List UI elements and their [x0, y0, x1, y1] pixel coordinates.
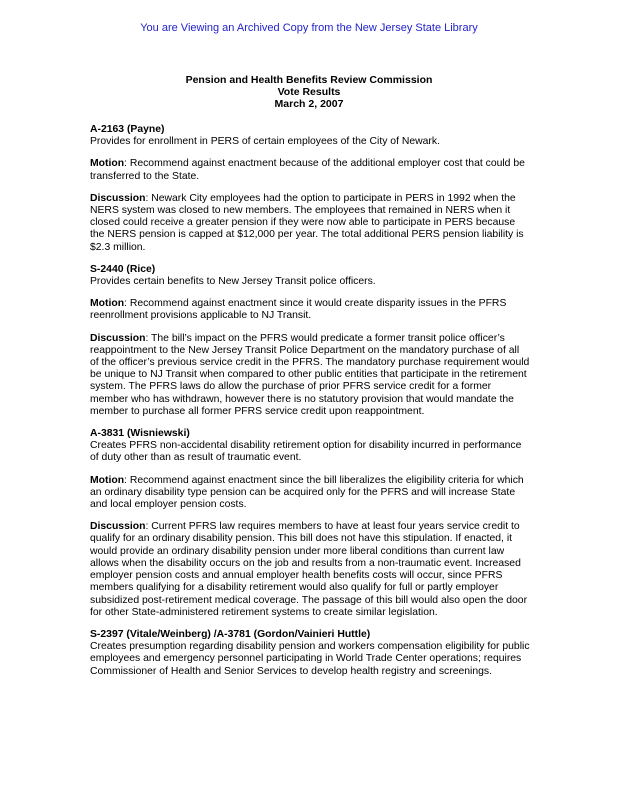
bill-summary: Creates presumption regarding disability pension and workers compensation eligibility for public employees and emergency personnel participating in World Trade Center operations; requires Commissioner of Health and Senior Services to develop health registry and screenings.	[90, 641, 530, 677]
motion-label: Motion	[90, 298, 125, 310]
bill-id: A-3831 (Wisniewski)	[90, 428, 190, 440]
discussion-text: : Current PFRS law requires members to have at least four years service credit to qualify for an ordinary disability pension. This bill does not have this stipulation. If enacted, it would provide an ordinary disability pension under more liberal conditions than current law allows when the disability occurs on the job and results from a non-traumatic event. Increased employer pension costs and annual employer health benefits costs will occur, since PFRS members qualifying for a disability retirement would also qualify for full or partly employer subsidized post-retirement medical coverage. The passage of this bill would also open the door for other State-administered retirement systems to create similar legislation.	[90, 521, 528, 618]
bill-s2440	[90, 264, 530, 288]
discussion-label: Discussion	[90, 332, 146, 344]
discussion-text: : Newark City employees had the option to participate in PERS in 1992 when the NERS system was closed to new members. The employees that remained in NERS when it closed could receive a greater pension if they were now able to participate in PERS because the NERS pension is capped at $12,000 per year. The total additional PERS pension liability is $2.3 million.	[90, 192, 524, 253]
motion-text: : Recommend against enactment since it would create disparity issues in the PFRS reenrollment provisions applicable to NJ Transit.	[90, 298, 507, 322]
bill-a2163	[90, 124, 530, 148]
bill-discussion	[90, 193, 530, 254]
bill-a3831	[90, 428, 530, 465]
motion-label: Motion	[90, 474, 125, 486]
header-title: Vote Results	[277, 86, 341, 98]
motion-label: Motion	[90, 158, 125, 170]
header-date: March 2, 2007	[274, 98, 344, 110]
bill-summary: Provides certain benefits to New Jersey Transit police officers.	[90, 276, 376, 288]
discussion-label: Discussion	[90, 521, 146, 533]
header-commission: Pension and Health Benefits Review Commission	[185, 74, 433, 86]
bill-summary: Provides for enrollment in PERS of certain employees of the City of Newark.	[90, 136, 440, 148]
discussion-label: Discussion	[90, 192, 146, 204]
bill-discussion	[90, 521, 530, 619]
bill-motion	[90, 158, 530, 182]
bill-id: S-2397 (Vitale/Weinberg) /A-3781 (Gordon/Vainieri Huttle)	[90, 628, 371, 640]
bill-motion	[90, 298, 530, 322]
document-body	[90, 124, 530, 688]
bill-discussion	[90, 333, 530, 418]
motion-text: : Recommend against enactment since the bill liberalizes the eligibility criteria for which an ordinary disability type pension can be acquired only for the PFRS and will increase State and local employer pension costs.	[90, 474, 524, 511]
bill-id: A-2163 (Payne)	[90, 124, 165, 135]
archive-banner: You are Viewing an Archived Copy from the New Jersey State Library	[140, 22, 478, 34]
discussion-text: : The bill’s impact on the PFRS would predicate a former transit police officer’s reappointment to the New Jersey Transit Police Department on the mandatory purchase of all of the officer’s previous service credit in the PFRS. The mandatory purchase requirement would be unique to NJ Transit when compared to other public entities that participate in the retirement system. The PFRS laws do allow the purchase of prior PFRS service credit for a former member who has withdrawn, however there is no statutory provision that would mandate the member to purchase all former PFRS service credit upon reappointment.	[90, 332, 530, 417]
bill-s2397	[90, 629, 530, 678]
bill-summary: Creates PFRS non-accidental disability retirement option for disability incurred in performance of duty other than as result of traumatic event.	[90, 440, 522, 464]
bill-id: S-2440 (Rice)	[90, 263, 156, 275]
document-header	[0, 74, 618, 110]
bill-motion	[90, 475, 530, 512]
motion-text: : Recommend against enactment because of the additional employer cost that could be transferred to the State.	[90, 158, 525, 182]
